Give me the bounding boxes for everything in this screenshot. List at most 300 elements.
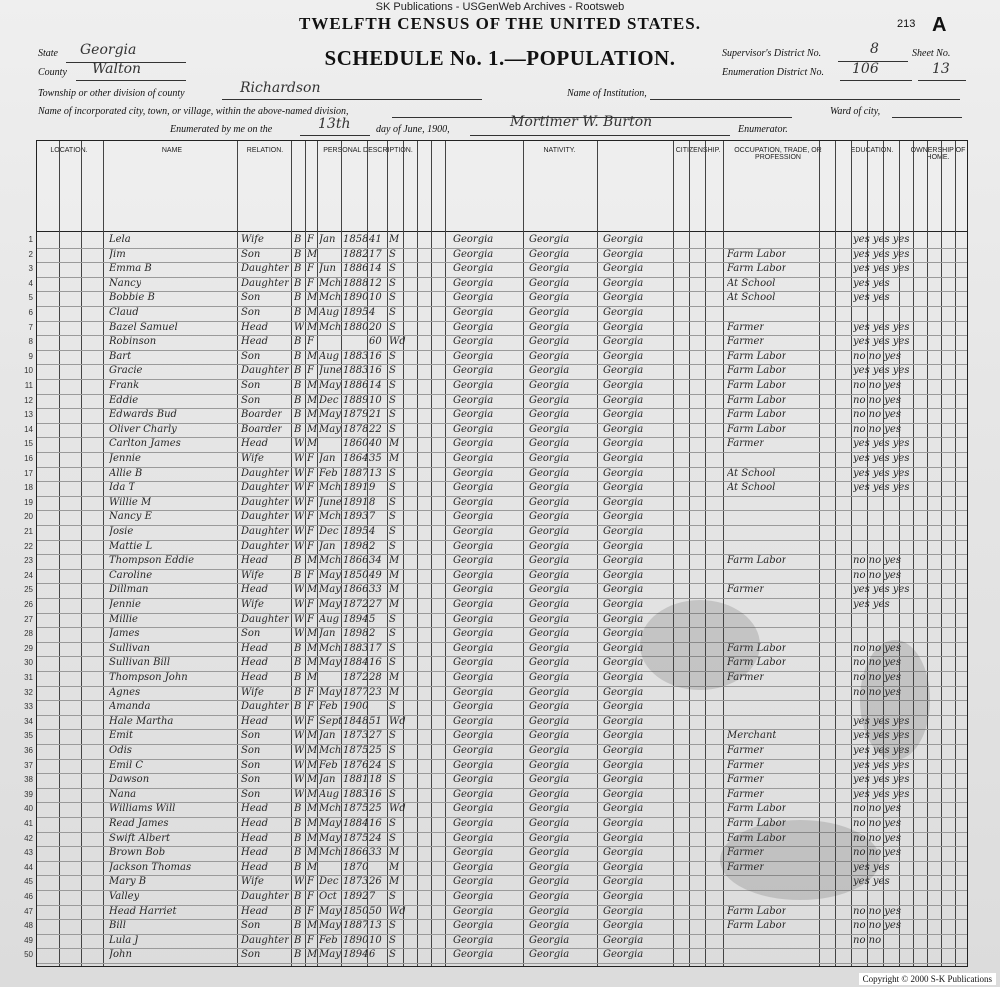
row-sex: F [307,234,314,245]
row-number: 46 [24,892,33,901]
row-marital: M [389,861,400,873]
row-father-birthplace: Georgia [529,847,570,859]
row-name: Dillman [109,584,149,596]
row-birth-year: 1884 [343,657,369,669]
row-father-birthplace: Georgia [529,934,570,946]
row-birth-year: 1872 [343,599,369,610]
row-number: 43 [24,848,33,858]
row-father-birthplace: Georgia [529,642,570,654]
row-birth-year: 1890 [343,934,369,946]
row-birth-year: 1884 [343,818,369,829]
row-birthplace: Georgia [453,788,494,800]
row-name: Bazel Samuel [109,321,178,333]
row-race: B [294,818,302,829]
row-education: no no yes [853,394,901,406]
row-mother-birthplace: Georgia [603,438,644,450]
row-education: yes yes yes [853,321,910,333]
row-mother-birthplace: Georgia [603,321,644,333]
row-age: 25 [369,803,382,815]
row-age: 20 [369,321,382,333]
table-row [24,948,967,964]
row-education: yes yes [853,599,890,610]
row-sex: M [307,803,318,815]
row-race: B [294,657,302,669]
row-birthplace: Georgia [453,876,494,888]
row-relation: Daughter [241,482,289,494]
row-father-birthplace: Georgia [529,482,570,494]
row-mother-birthplace: Georgia [603,394,644,406]
row-mother-birthplace: Georgia [603,891,644,902]
row-father-birthplace: Georgia [529,730,570,742]
row-number: 3 [28,264,33,274]
row-number: 41 [24,819,33,828]
row-marital: M [389,584,400,596]
row-mother-birthplace: Georgia [603,759,644,771]
row-birth-year: 1864 [343,453,369,464]
table-row [24,583,967,599]
row-birth-year: 1873 [343,876,369,888]
row-sex: M [307,438,318,450]
row-birthplace: Georgia [453,365,494,377]
row-birth-month: Jan [319,774,336,786]
row-sex: F [307,569,314,581]
table-row [24,729,967,745]
row-father-birthplace: Georgia [529,759,570,771]
row-father-birthplace: Georgia [529,292,570,304]
row-number: 50 [24,950,33,960]
page-letter: A [932,14,947,36]
row-birth-month: May [319,949,341,961]
row-sex: F [307,511,314,523]
row-father-birthplace: Georgia [529,555,570,567]
row-birth-year: 1895 [343,307,369,318]
row-education: no no yes [853,920,901,932]
row-birthplace: Georgia [453,613,494,625]
row-relation: Head [241,657,269,669]
row-relation: Son [241,920,261,932]
row-number: 36 [24,746,33,755]
row-name: Nancy [109,277,142,289]
row-age: 51 [369,715,382,727]
table-row [24,452,967,468]
row-birth-year: 1850 [343,905,369,917]
row-education: yes yes yes [853,482,910,494]
row-mother-birthplace: Georgia [603,380,644,391]
row-birthplace: Georgia [453,336,494,348]
row-marital: M [389,555,400,567]
row-father-birthplace: Georgia [529,905,570,917]
state-label: State [38,48,58,59]
row-relation: Son [241,248,261,260]
row-occupation: Farmer [727,584,765,596]
row-birth-month: Feb [319,934,338,946]
row-mother-birthplace: Georgia [603,555,644,567]
row-age: 16 [369,788,382,800]
row-age: 50 [369,905,382,917]
row-birthplace: Georgia [453,920,494,932]
row-number: 10 [24,366,33,376]
row-race: B [294,642,302,654]
row-sex: M [307,920,318,932]
table-row [24,627,967,643]
row-occupation: Farm Labor [727,423,787,435]
row-age: 33 [369,847,382,859]
row-relation: Head [241,672,269,683]
row-birth-month: Aug [319,350,340,362]
row-father-birthplace: Georgia [529,788,570,800]
row-age: 16 [369,350,382,362]
row-relation: Daughter [241,496,289,508]
row-name: Jackson Thomas [109,861,192,873]
row-education: yes yes yes [853,759,910,771]
row-father-birthplace: Georgia [529,394,570,406]
row-occupation: At School [727,467,776,479]
row-birth-month: Mch [319,277,342,289]
row-race: W [294,613,305,625]
row-father-birthplace: Georgia [529,803,570,815]
row-number: 11 [24,381,33,390]
row-age: 28 [369,672,382,683]
row-birthplace: Georgia [453,555,494,567]
row-relation: Daughter [241,701,289,713]
row-birthplace: Georgia [453,321,494,333]
row-education: yes yes yes [853,248,910,260]
row-sex: F [307,526,314,537]
table-row [24,656,967,672]
row-relation: Boarder [241,423,283,435]
row-number: 9 [28,351,33,361]
row-age: 10 [369,394,382,406]
row-name: Emil C [109,759,144,771]
row-relation: Head [241,818,269,829]
row-age: 34 [369,555,382,567]
row-number: 27 [24,614,33,624]
row-name: Mattie L [109,540,153,552]
table-row [24,759,967,775]
row-race: W [294,628,305,640]
row-education: no no yes [853,409,901,421]
enumerated-day: 13th [318,116,351,132]
row-mother-birthplace: Georgia [603,350,644,362]
row-occupation: Farmer [727,438,765,450]
row-father-birthplace: Georgia [529,569,570,581]
row-father-birthplace: Georgia [529,599,570,610]
row-marital: S [389,511,396,523]
row-age: 33 [369,584,382,596]
supervisor-label: Supervisor's District No. [722,48,822,59]
row-age: 41 [369,234,382,245]
row-name: Nancy E [109,511,152,523]
row-sex: F [307,540,314,552]
row-mother-birthplace: Georgia [603,277,644,289]
row-birth-month: Mch [319,321,342,333]
row-marital: S [389,350,396,362]
row-birthplace: Georgia [453,949,494,961]
row-mother-birthplace: Georgia [603,307,644,318]
table-row [24,934,967,950]
row-birthplace: Georgia [453,234,494,245]
row-birth-year: 1890 [343,292,369,304]
row-race: B [294,832,302,844]
source-banner: SK Publications - USGenWeb Archives - Rootsweb [375,1,625,13]
row-birth-year: 1866 [343,847,369,859]
table-row [28,321,967,337]
row-birth-year: 1892 [343,891,369,902]
row-relation: Son [241,774,261,786]
row-age: 13 [369,467,382,479]
row-relation: Son [241,628,261,640]
row-birth-month: Mch [319,803,342,815]
row-age: 9 [369,482,376,494]
row-marital: S [389,365,396,377]
row-occupation: Farm Labor [727,905,787,917]
row-mother-birthplace: Georgia [603,292,644,304]
row-number: 25 [24,585,33,595]
sheet-value: 13 [932,61,950,77]
row-birth-month: Dec [319,394,339,406]
row-marital: M [389,686,400,698]
row-birth-year: 1870 [343,861,369,873]
table-row [28,291,967,307]
row-education: no no [853,934,882,946]
row-name: Frank [109,380,140,391]
row-name: Sullivan [109,642,150,654]
row-name: Valley [109,891,140,902]
row-birth-month: Mch [319,482,342,494]
row-sex: F [307,263,314,275]
row-birth-month: Jan [319,234,336,245]
row-father-birthplace: Georgia [529,511,570,523]
row-age: 16 [369,657,382,669]
row-relation: Son [241,307,261,318]
row-name: Jennie [109,453,141,464]
row-marital: S [389,394,396,406]
row-birth-year: 1891 [343,496,369,508]
row-relation: Daughter [241,467,289,479]
row-age: 27 [369,730,382,742]
row-birth-year: 1886 [343,263,369,275]
row-number: 42 [24,833,33,843]
row-marital: S [389,745,396,756]
row-race: B [294,292,302,304]
row-marital: S [389,949,396,961]
row-sex: M [307,759,318,771]
col-occupation: OCCUPATION, TRADE, OR PROFESSION [734,147,822,161]
row-name: Millie [109,613,138,625]
row-birthplace: Georgia [453,657,494,669]
row-name: Ida T [109,482,136,494]
row-birth-month: Mch [319,555,342,567]
row-age: 25 [369,745,382,756]
row-race: W [294,321,305,333]
row-occupation: At School [727,482,776,494]
row-education: no no yes [853,642,901,654]
table-row [24,642,967,658]
row-father-birthplace: Georgia [529,365,570,377]
row-mother-birthplace: Georgia [603,949,644,961]
table-row [24,525,967,541]
row-age: 40 [369,438,382,450]
row-mother-birthplace: Georgia [603,788,644,800]
institution-label: Name of Institution, [567,88,647,99]
row-sex: F [307,613,314,625]
row-number: 26 [24,600,33,609]
row-age: 24 [369,832,382,844]
row-birth-month: Mch [319,642,342,654]
row-race: W [294,876,305,888]
row-marital: S [389,934,396,946]
row-birth-year: 1848 [343,715,369,727]
row-number: 13 [24,410,33,420]
row-mother-birthplace: Georgia [603,774,644,786]
row-relation: Daughter [241,263,289,275]
row-marital: S [389,423,396,435]
table-row [24,510,967,526]
county-label: County [38,67,67,78]
col-relation: RELATION. [246,147,284,154]
row-number: 33 [24,702,33,712]
row-sex: F [307,365,314,377]
table-header [37,141,967,232]
row-race: W [294,788,305,800]
row-race: W [294,715,305,727]
row-mother-birthplace: Georgia [603,905,644,917]
row-sex: F [307,934,314,946]
row-education: no no yes [853,569,901,581]
row-father-birthplace: Georgia [529,861,570,873]
row-sex: M [307,745,318,756]
row-race: B [294,307,302,318]
row-number: 47 [24,906,33,916]
row-number: 31 [24,673,33,682]
row-birth-month: Jan [319,730,336,742]
row-education: yes yes yes [853,453,910,464]
row-race: B [294,569,302,581]
row-race: B [294,803,302,815]
copyright-notice: Copyright © 2000 S-K Publications [859,973,996,985]
table-row [24,686,967,702]
row-relation: Daughter [241,365,289,377]
row-birthplace: Georgia [453,423,494,435]
row-mother-birthplace: Georgia [603,409,644,421]
row-father-birthplace: Georgia [529,920,570,932]
row-age: 7 [369,511,376,523]
table-row [24,802,967,818]
row-education: yes yes yes [853,263,910,275]
enumeration-label: Enumeration District No. [722,67,824,78]
row-education: no no yes [853,905,901,917]
row-marital: S [389,642,396,654]
row-birth-month: Aug [319,613,340,625]
row-birthplace: Georgia [453,248,494,260]
row-education: no no yes [853,803,901,815]
row-name: Bill [109,920,126,932]
row-age: 49 [369,569,382,581]
row-birth-month: May [319,686,341,698]
row-birth-month: Sept [319,715,343,727]
row-occupation: Farm Labor [727,803,787,815]
row-race: B [294,555,302,567]
row-race: B [294,248,302,260]
sheet-label: Sheet No. [912,48,951,59]
row-birth-year: 1898 [343,628,369,640]
enumerated-prefix: Enumerated by me on the [170,124,273,135]
row-age: 18 [369,774,382,786]
row-marital: S [389,774,396,786]
row-birth-month: Jun [319,263,336,275]
row-race: B [294,365,302,377]
row-sex: F [307,336,314,348]
row-mother-birthplace: Georgia [603,701,644,713]
row-relation: Head [241,584,269,596]
row-marital: S [389,628,396,640]
row-number: 30 [24,658,33,668]
row-marital: Wd [389,336,406,348]
row-birth-year: 1891 [343,482,369,494]
row-number: 37 [24,760,33,770]
row-birthplace: Georgia [453,715,494,727]
row-race: B [294,686,302,698]
row-mother-birthplace: Georgia [603,628,644,640]
row-name: Gracie [109,365,143,377]
table-row [28,350,967,366]
row-sex: M [307,774,318,786]
row-number: 1 [28,235,33,244]
row-relation: Wife [241,569,264,581]
row-relation: Head [241,321,269,333]
row-birthplace: Georgia [453,672,494,683]
row-name: Bart [109,350,132,362]
row-birth-month: Dec [319,876,339,888]
row-birthplace: Georgia [453,745,494,756]
row-mother-birthplace: Georgia [603,642,644,654]
row-marital: S [389,526,396,537]
table-row [28,248,967,264]
row-sex: M [307,730,318,742]
row-birthplace: Georgia [453,934,494,946]
row-relation: Boarder [241,409,283,421]
row-marital: M [389,599,400,610]
row-birth-month: Feb [319,701,338,713]
row-education: yes yes yes [853,745,910,756]
row-birth-month: May [319,569,341,581]
row-father-birthplace: Georgia [529,277,570,289]
row-relation: Head [241,715,269,727]
row-father-birthplace: Georgia [529,818,570,829]
row-birthplace: Georgia [453,891,494,902]
township-label: Township or other division of county [38,88,185,99]
row-name: Claud [109,307,139,318]
row-mother-birthplace: Georgia [603,248,644,260]
row-father-birthplace: Georgia [529,657,570,669]
row-birthplace: Georgia [453,409,494,421]
city-label: Name of incorporated city, town, or village, within the above-named division, [38,106,349,117]
row-marital: M [389,672,400,683]
row-birth-year: 1873 [343,730,369,742]
col-location: LOCATION. [50,147,88,154]
row-mother-birthplace: Georgia [603,920,644,932]
col-ownership: OWNERSHIP OF HOME. [910,147,966,161]
row-number: 23 [24,556,33,566]
row-education: yes yes yes [853,234,910,245]
row-race: W [294,759,305,771]
row-age: 2 [369,540,376,552]
row-race: B [294,949,302,961]
row-relation: Son [241,949,261,961]
county-value: Walton [92,61,142,77]
row-name: Josie [109,526,134,537]
row-name: Swift Albert [109,832,171,844]
